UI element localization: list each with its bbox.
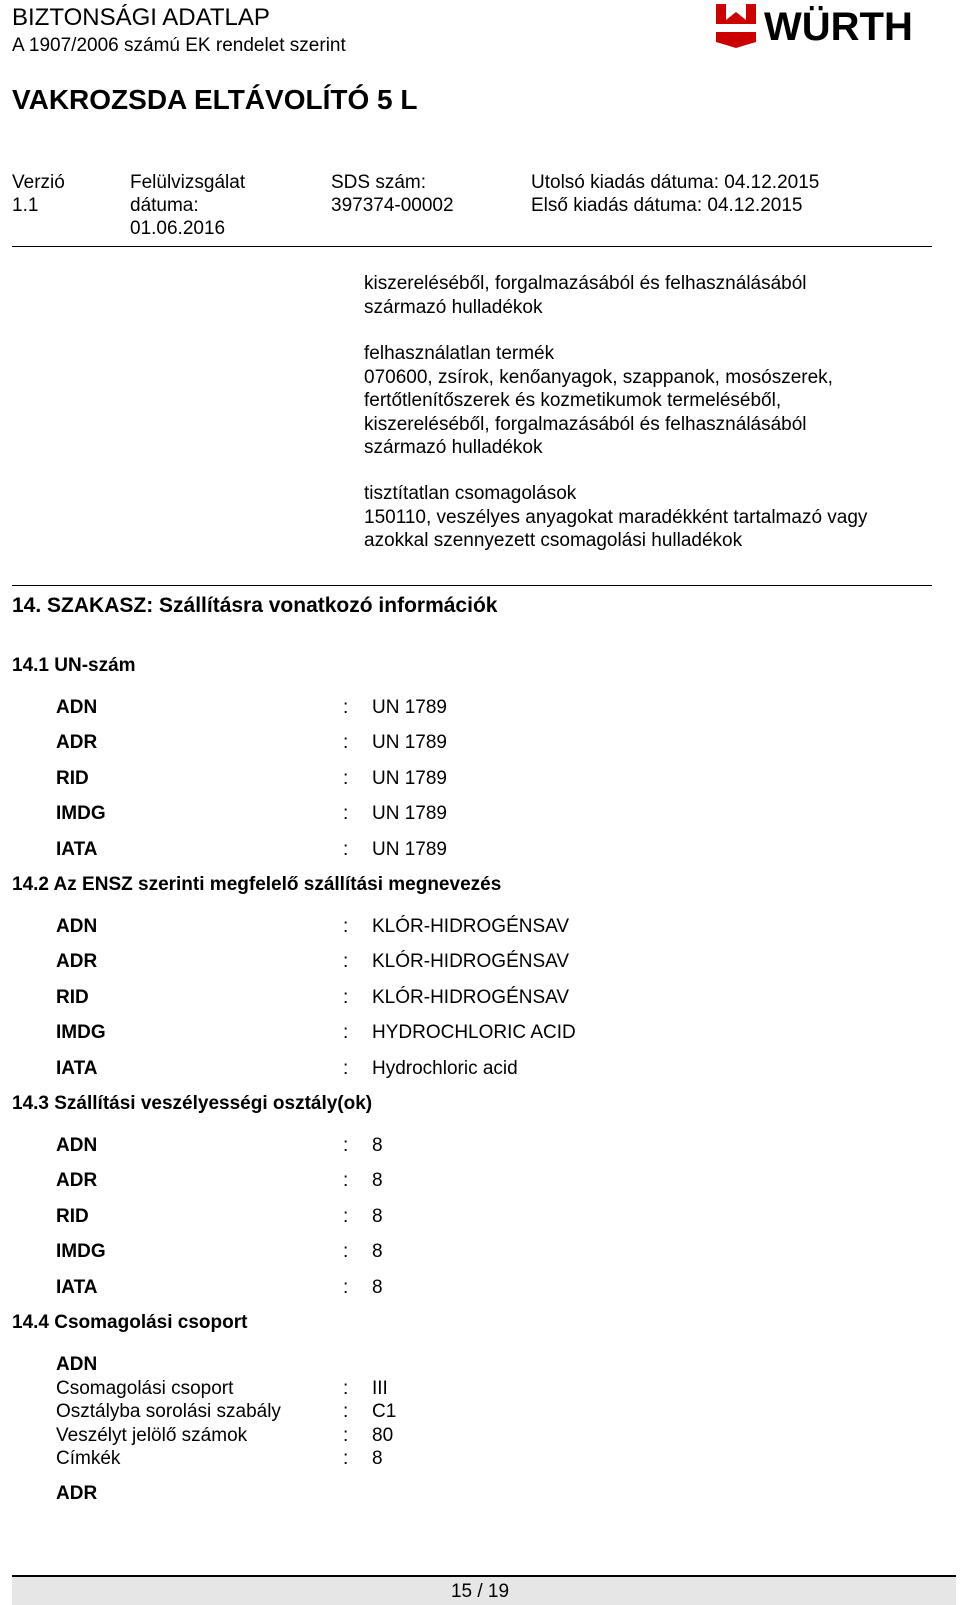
mode-label: ADR (56, 951, 98, 972)
colon: : (343, 916, 349, 937)
colon: : (343, 1241, 349, 1262)
mode-label: RID (56, 1206, 89, 1227)
hazard-class-value: 8 (372, 1206, 383, 1227)
adn-label: ADN (56, 1354, 98, 1375)
property-label: Osztályba sorolási szabály (56, 1401, 281, 1422)
logo-wordmark: WÜRTH (764, 5, 913, 49)
colon: : (343, 1401, 349, 1422)
colon: : (343, 1058, 349, 1079)
waste-block-1 (364, 272, 807, 319)
colon: : (343, 839, 349, 860)
property-label: Veszélyt jelölő számok (56, 1425, 248, 1446)
mode-label: IATA (56, 1058, 98, 1079)
header-divider (12, 246, 932, 247)
un-number-value: UN 1789 (372, 697, 447, 718)
colon: : (343, 1425, 349, 1446)
shipping-name-value: HYDROCHLORIC ACID (372, 1022, 576, 1043)
mode-label: ADN (56, 916, 98, 937)
mode-label: ADR (56, 732, 98, 753)
hazard-class-value: 8 (372, 1135, 383, 1156)
waste-line: tisztítatlan csomagolások (364, 483, 577, 504)
adr-label: ADR (56, 1483, 98, 1504)
mode-label: IATA (56, 839, 98, 860)
colon: : (343, 1022, 349, 1043)
hazard-class-value: 8 (372, 1241, 383, 1262)
colon: : (343, 1135, 349, 1156)
mode-label: IATA (56, 1277, 98, 1298)
waste-line: felhasználatlan termék (364, 343, 555, 364)
version-value: 1.1 (12, 195, 39, 216)
colon: : (343, 697, 349, 718)
version-label: Verzió (12, 172, 65, 193)
page-number: 15 / 19 (450, 1581, 510, 1602)
colon: : (343, 1378, 349, 1399)
shipping-name-value: KLÓR-HIDROGÉNSAV (372, 916, 570, 937)
colon: : (343, 768, 349, 789)
revision-label-1: Felülvizsgálat (130, 172, 246, 193)
first-issue-date: Első kiadás dátuma: 04.12.2015 (531, 195, 803, 216)
un-number-value: UN 1789 (372, 732, 447, 753)
sds-value: 397374-00002 (331, 195, 454, 216)
colon: : (343, 1277, 349, 1298)
hazard-class-value: 8 (372, 1277, 383, 1298)
waste-line: 070600, zsírok, kenőanyagok, szappanok, mosószerek, (364, 366, 833, 388)
waste-block-3 (364, 482, 867, 553)
shipping-name-value: Hydrochloric acid (372, 1058, 518, 1079)
colon: : (343, 1170, 349, 1191)
property-value: 80 (372, 1425, 394, 1446)
waste-line: kiszereléséből, forgalmazásából és felhasználásából (364, 413, 807, 435)
revision-value: 01.06.2016 (130, 218, 226, 239)
waste-line: azokkal szennyezett csomagolási hulladékok (364, 530, 743, 551)
mode-label: RID (56, 768, 89, 789)
un-number-value: UN 1789 (372, 768, 447, 789)
mode-label: IMDG (56, 803, 106, 824)
colon: : (343, 732, 349, 753)
hazard-class-value: 8 (372, 1170, 383, 1191)
shipping-name-heading: 14.2 Az ENSZ szerinti megfelelő szállítási megnevezés (12, 874, 502, 895)
last-issue-date: Utolsó kiadás dátuma: 04.12.2015 (531, 172, 820, 193)
colon: : (343, 951, 349, 972)
waste-line: fertőtlenítőszerek és kozmetikumok termeléséből, (364, 390, 782, 411)
mode-label: ADR (56, 1170, 98, 1191)
colon: : (343, 803, 349, 824)
un-number-value: UN 1789 (372, 839, 447, 860)
property-value: C1 (372, 1401, 397, 1422)
section-divider (12, 585, 932, 586)
waste-block-2 (364, 342, 833, 460)
waste-line: 150110, veszélyes anyagokat maradékként tartalmazó vagy (364, 506, 868, 528)
un-number-heading: 14.1 UN-szám (12, 655, 136, 676)
property-value: III (372, 1378, 388, 1399)
shipping-name-value: KLÓR-HIDROGÉNSAV (372, 987, 570, 1008)
mode-label: IMDG (56, 1022, 106, 1043)
waste-line: származó hulladékok (364, 296, 543, 318)
colon: : (343, 987, 349, 1008)
revision-label-2: dátuma: (130, 195, 199, 216)
regulation-reference: A 1907/2006 számú EK rendelet szerint (12, 35, 346, 56)
wurth-logo (714, 2, 936, 50)
property-value: 8 (372, 1448, 383, 1469)
product-name: VAKROZSDA ELTÁVOLÍTÓ 5 L (12, 84, 418, 115)
shipping-name-value: KLÓR-HIDROGÉNSAV (372, 951, 570, 972)
hazard-class-heading: 14.3 Szállítási veszélyességi osztály(ok) (12, 1093, 373, 1114)
sds-label: SDS szám: (331, 172, 427, 193)
property-label: Címkék (56, 1448, 121, 1469)
waste-line: származó hulladékok (364, 437, 543, 458)
mode-label: RID (56, 987, 89, 1008)
mode-label: IMDG (56, 1241, 106, 1262)
section-14-title: 14. SZAKASZ: Szállításra vonatkozó információk (12, 594, 498, 617)
packing-group-heading: 14.4 Csomagolási csoport (12, 1312, 248, 1333)
property-label: Csomagolási csoport (56, 1378, 234, 1399)
mode-label: ADN (56, 1135, 98, 1156)
colon: : (343, 1448, 349, 1469)
mode-label: ADN (56, 697, 98, 718)
document-type: BIZTONSÁGI ADATLAP (12, 4, 270, 31)
un-number-value: UN 1789 (372, 803, 447, 824)
waste-line: kiszereléséből, forgalmazásából és felhasználásából (364, 273, 807, 294)
colon: : (343, 1206, 349, 1227)
